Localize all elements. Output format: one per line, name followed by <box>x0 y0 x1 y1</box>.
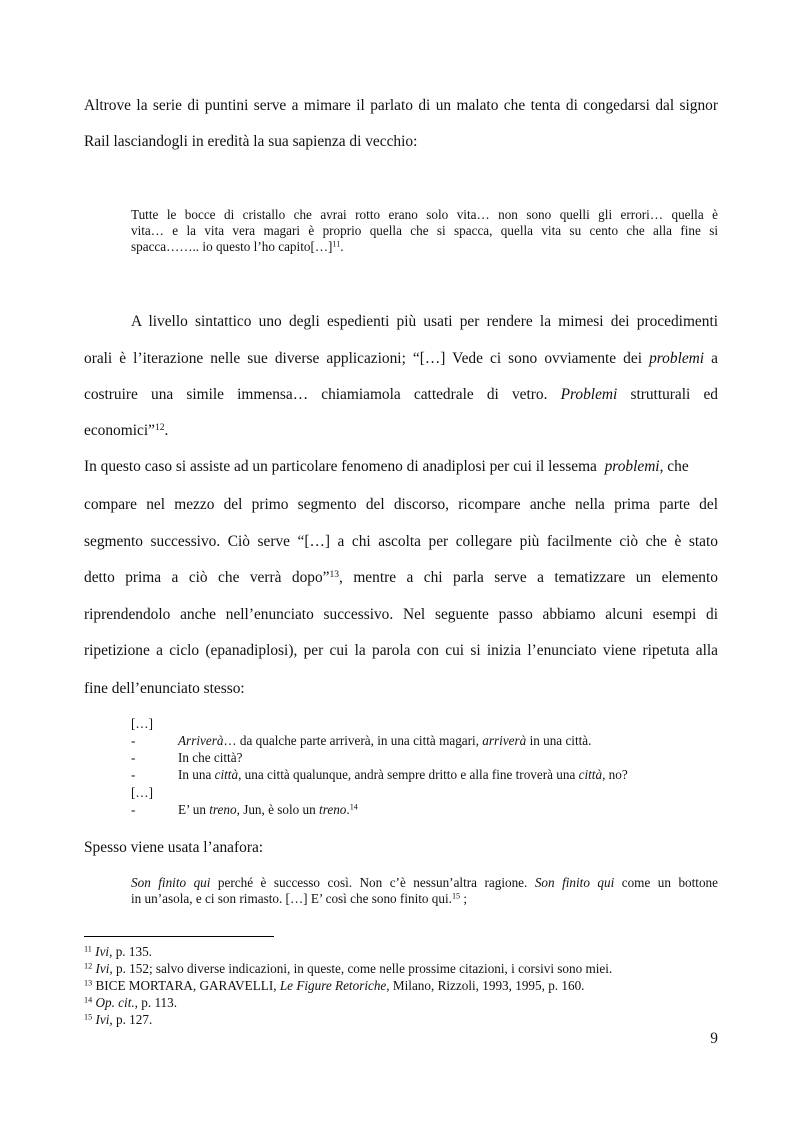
dialogue-line-4-end: . <box>346 802 350 817</box>
dialogue-line-1-mid: … da qualche parte arriverà, in una città magari, <box>223 733 479 748</box>
dialogue-line-3-end: , no? <box>602 767 628 782</box>
dialogue-dash-4: - <box>131 802 136 817</box>
quote1-line-3 <box>131 239 718 255</box>
footnote-15-text: , p. 127. <box>109 1012 153 1027</box>
footnote-11 <box>84 944 152 959</box>
dialogue-ellipsis-2: […] <box>131 785 153 800</box>
dialogue-line-2: In che città? <box>178 750 243 765</box>
footnote-12 <box>84 961 612 976</box>
quote2-line-1 <box>131 875 718 891</box>
para1-line-2 <box>84 350 718 368</box>
footnote-12-num: 12 <box>84 961 93 971</box>
page-number: 9 <box>710 1030 718 1047</box>
dialogue-line-4-mid: , Jun, è solo un <box>236 802 316 817</box>
footnote-ref-14: 14 <box>349 802 358 812</box>
intro-line-1: Altrove la serie di puntini serve a mimare il parlato di un malato che tenta di congedarsi dal signor <box>84 97 718 114</box>
intro-line-2: Rail lasciandogli in eredità la sua sapienza di vecchio: <box>84 133 418 150</box>
dialogue-line-1-em2: arriverà <box>482 733 527 748</box>
footnote-15-em: Ivi <box>95 1012 110 1027</box>
dialogue-line-1-em1: Arriverà <box>178 733 224 748</box>
quote1-line-2: vita… e la vita vera magari è proprio quella che si spacca, quella vita su cento che alla fine si <box>131 223 718 238</box>
footnote-ref-13: 13 <box>329 568 340 580</box>
para2-line-3: segmento successivo. Ciò serve “[…] a chi ascolta per collegare più facilmente ciò che è stato <box>84 533 718 550</box>
quote1-line-3-text: spacca…….. io questo l’ho capito[…] <box>131 239 333 254</box>
para2-line-2: compare nel mezzo del primo segmento del discorso, ricompare anche nella prima parte del <box>84 496 718 513</box>
footnote-13-num: 13 <box>84 978 93 988</box>
dialogue-line-3-em1: città <box>214 767 239 782</box>
footnote-11-num: 11 <box>84 944 92 954</box>
quote2-line-2 <box>131 891 718 907</box>
para2-line-4-end: , mentre a chi parla serve a tematizzare un elemento <box>339 569 718 586</box>
anafora-intro: Spesso viene usata l’anafora: <box>84 839 264 856</box>
para1-line-1: A livello sintattico uno degli espedienti più usati per rendere la mimesi dei procedimenti <box>131 313 718 330</box>
footnote-11-text: , p. 135. <box>109 944 152 959</box>
dialogue-ellipsis-1: […] <box>131 716 153 731</box>
footnote-12-em: Ivi <box>95 961 110 976</box>
footnote-13-text: , Milano, Rizzoli, 1993, 1995, p. 160. <box>386 978 585 993</box>
para1-line-4-end: . <box>164 422 169 439</box>
dialogue-dash-3: - <box>131 767 136 782</box>
para2-line-7: fine dell’enunciato stesso: <box>84 680 245 697</box>
quote2-line-2-text: in un’asola, e ci son rimasto. […] E’ così che sono finito qui. <box>131 891 452 906</box>
footnote-14 <box>84 995 177 1010</box>
footnote-separator <box>84 936 274 937</box>
dialogue-line-3 <box>178 767 628 783</box>
dialogue-dash-2: - <box>131 750 136 765</box>
para1-line-3-end: strutturali ed <box>630 386 718 403</box>
footnote-ref-11: 11 <box>332 239 341 249</box>
dialogue-line-3-em2: città <box>578 767 603 782</box>
para2-line-6: ripetizione a ciclo (epanadiplosi), per cui la parola con cui si inizia l’enunciato viene ripetuta alla <box>84 642 718 659</box>
para1-line-2-em: problemi <box>649 350 705 367</box>
para1-line-3-text: costruire una simile immensa… chiamiamola cattedrale di vetro. <box>84 386 548 403</box>
quote1-line-1: Tutte le bocce di cristallo che avrai rotto erano solo vita… non sono quelli gli errori… quella è <box>131 207 718 222</box>
footnote-11-em: Ivi <box>95 944 110 959</box>
para1-line-3 <box>84 386 718 404</box>
footnote-14-text: , p. 113. <box>134 995 178 1010</box>
dialogue-line-4-start: E’ un <box>178 802 206 817</box>
footnote-12-text: , p. 152; salvo diverse indicazioni, in queste, come nelle prossime citazioni, i corsivi sono miei. <box>109 961 613 976</box>
dialogue-dash-1: - <box>131 733 136 748</box>
quote2-line-1-end: come un bottone <box>621 875 718 890</box>
para1-line-4-text: economici” <box>84 422 155 439</box>
para2-line-1-text: In questo caso si assiste ad un particolare fenomeno di anadiplosi per cui il lessema <box>84 458 597 475</box>
para1-line-3-em: Problemi <box>560 386 618 403</box>
quote1-end-period: . <box>340 239 344 254</box>
footnote-13-em: Le Figure Retoriche <box>279 978 387 993</box>
para2-line-1 <box>84 458 718 476</box>
dialogue-line-1-end: in una città. <box>529 733 592 748</box>
quote2-line-2-end: ; <box>463 891 468 906</box>
footnote-14-em: Op. cit. <box>95 995 135 1010</box>
dialogue-line-4-em2: treno <box>319 802 347 817</box>
footnote-14-num: 14 <box>84 995 93 1005</box>
dialogue-line-4-em1: treno <box>209 802 237 817</box>
footnote-13 <box>84 978 584 993</box>
dialogue-line-3-mid: , una città qualunque, andrà sempre dritto e alla fine troverà una <box>238 767 576 782</box>
para2-line-4-text: detto prima a ciò che verrà dopo” <box>84 569 330 586</box>
para1-line-4 <box>84 422 718 440</box>
footnote-15 <box>84 1012 152 1027</box>
para1-line-2-end: a <box>711 350 718 367</box>
para1-line-2-text: orali è l’iterazione nelle sue diverse applicazioni; “[…] Vede ci sono ovviamente dei <box>84 350 642 367</box>
quote2-line-1-mid: perché è successo così. Non c’è nessun’altra ragione. <box>217 875 528 890</box>
footnote-ref-15: 15 <box>451 891 461 901</box>
para2-line-5: riprendendolo anche nell’enunciato successivo. Nel seguente passo abbiamo alcuni esempi di <box>84 606 718 623</box>
dialogue-line-1 <box>178 733 591 749</box>
footnote-13-pre: BICE MORTARA, GARAVELLI, <box>95 978 277 993</box>
dialogue-line-3-start: In una <box>178 767 212 782</box>
quote2-line-1-em1: Son finito qui <box>131 875 211 890</box>
para2-line-1-em: problemi <box>604 458 660 475</box>
para2-line-4 <box>84 569 718 587</box>
footnote-ref-12: 12 <box>154 421 165 433</box>
quote2-line-1-em2: Son finito qui <box>534 875 615 890</box>
para2-line-1-end: , che <box>659 458 689 475</box>
footnote-15-num: 15 <box>84 1012 93 1022</box>
dialogue-line-4 <box>178 802 358 818</box>
